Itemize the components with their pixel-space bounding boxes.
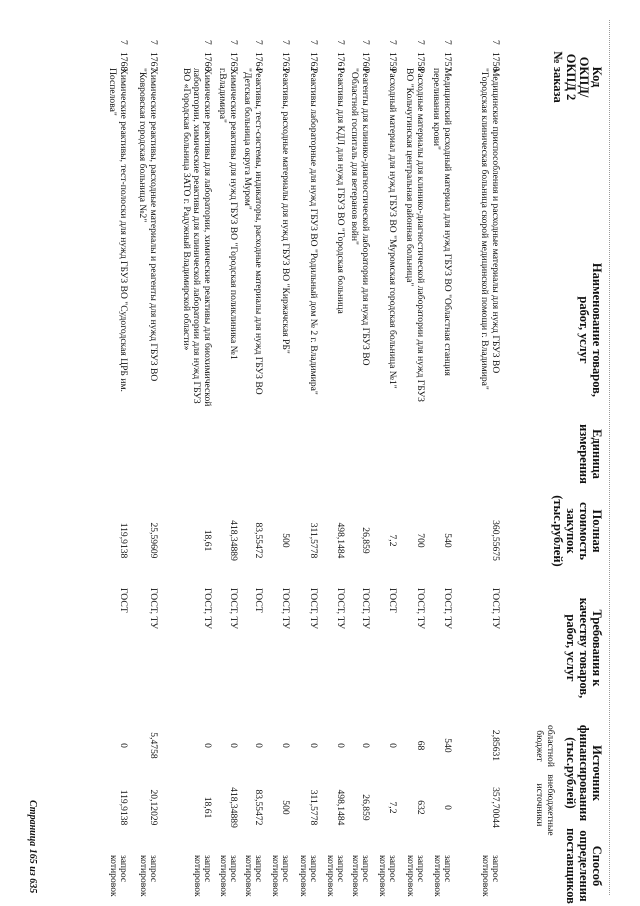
row-item-name: Реактивы, тест-системы, индикаторы, расходные материалы для нужд ГБУЗ ВО "Детская больница округа Муром" [242,68,264,395]
row-order-number: 1761 [335,52,346,72]
row-code: 7 [415,40,426,45]
row-item-name: Реактивы лабораторные для нужд ГБУЗ ВО "Родильный дом № 2 г. Владимира" [308,68,319,395]
row-funding-extra: 18,61 [202,796,213,819]
row-funding-regional: 540 [442,738,453,753]
row-order-number: 1760 [360,52,371,72]
row-method: запрос котировок [298,855,319,897]
row-total-cost: 498,1484 [335,522,346,559]
header-requirements: Требования к качеству товаров, работ, услуг [564,597,604,699]
row-requirements: ГОСТ [253,588,264,613]
header-funding: Источник финансирования (тыс.рублей) [564,724,604,822]
row-funding-extra: 26,859 [360,794,371,821]
row-item-name: Химические реактивы для нужд ГБУЗ ВО "Городская поликлиника №1 г.Владимира" [217,68,239,360]
header-unit: Единица измерения [577,424,604,484]
row-order-number: 1765 [228,52,239,72]
row-requirements: ГОСТ, ТУ [335,588,346,630]
row-method: запрос котировок [243,855,264,897]
header-method: Способ определения поставщиков [564,828,604,904]
row-requirements: ГОСТ, ТУ [360,588,371,630]
row-order-number: 1756 [490,52,501,72]
row-item-name: Реактивы, расходные материалы для нужд ГБУЗ ВО "Киржачская РБ" [280,68,291,354]
row-method: запрос котировок [377,855,398,897]
row-funding-regional: 0 [202,743,213,748]
row-total-cost: 360,55675 [490,520,501,561]
row-total-cost: 83,55472 [253,522,264,559]
row-method: запрос котировок [432,855,453,897]
row-funding-regional: 0 [253,743,264,748]
row-funding-extra: 119,9138 [118,789,129,826]
row-funding-extra: 500 [280,800,291,815]
row-funding-regional: 2,85631 [490,729,501,762]
row-code: 7 [442,40,453,45]
header-funding-extra: внебюджетные источники [534,774,556,836]
row-order-number: 1767 [148,52,159,72]
row-funding-regional: 0 [118,743,129,748]
row-code: 7 [202,40,213,45]
row-total-cost: 700 [415,533,426,548]
row-code: 7 [253,40,264,45]
row-requirements: ГОСТ, ТУ [490,588,501,630]
row-method: запрос котировок [108,855,129,897]
row-requirements: ГОСТ, ТУ [228,588,239,630]
row-order-number: 1768 [118,52,129,72]
row-funding-regional: 0 [387,743,398,748]
row-item-name: Химические реактивы для лаборатории, химические реактивы для биохимической лаборатории, химические реактивы для клинической лаборатории для нужд ГБУЗ ВО «Городская больница ЗАТО г. Радужный Владимирской области» [181,68,213,407]
row-funding-regional: 5,4758 [148,732,159,759]
row-total-cost: 418,34889 [228,520,239,561]
header-cost: Полная стоимость закупок (тыс.рублей) [551,495,604,567]
row-code: 7 [148,40,159,45]
row-requirements: ГОСТ, ТУ [148,588,159,630]
row-total-cost: 119,9138 [118,522,129,559]
row-total-cost: 7,2 [387,534,398,547]
row-method: запрос котировок [480,855,501,897]
row-total-cost: 311,5778 [308,522,319,559]
row-requirements: ГОСТ, ТУ [280,588,291,630]
row-method: запрос котировок [138,855,159,897]
row-funding-regional: 0 [228,743,239,748]
row-method: запрос котировок [350,855,371,897]
row-method: запрос котировок [218,855,239,897]
row-funding-regional: 0 [360,743,371,748]
row-funding-extra: 0 [442,805,453,810]
row-total-cost: 26,859 [360,527,371,554]
row-item-name: Химические реактивы, расходные материалы и реагенты для нужд ГБУЗ ВО "Ковровская городская больница №2" [137,68,159,382]
row-requirements: ГОСТ [387,588,398,613]
row-funding-extra: 7,2 [387,801,398,814]
row-method: запрос котировок [405,855,426,897]
row-method: запрос котировок [270,855,291,897]
row-requirements: ГОСТ, ТУ [202,588,213,630]
row-total-cost: 500 [280,533,291,548]
row-code: 7 [118,40,129,45]
row-funding-regional: 0 [308,743,319,748]
row-code: 7 [228,40,239,45]
page-footer: Страница 165 из 635 [27,800,38,894]
row-method: запрос котировок [325,855,346,897]
row-total-cost: 25,59609 [148,522,159,559]
row-code: 7 [387,40,398,45]
row-code: 7 [280,40,291,45]
row-item-name: Расходные материалы для клинико-диагностической лаборатории для нужд ГБУЗ ВО "Кольчугинская центральная районная больница" [404,68,426,402]
row-funding-extra: 83,55472 [253,789,264,826]
header-funding-regional: областной бюджет [534,724,556,767]
row-item-name: Расходный материал для нужд ГБУЗ ВО "Муромская городская больница №1" [387,68,398,389]
row-funding-extra: 418,34889 [228,787,239,828]
row-funding-extra: 311,5778 [308,789,319,826]
row-total-cost: 540 [442,533,453,548]
row-funding-regional: 0 [335,743,346,748]
row-order-number: 1762 [308,52,319,72]
row-requirements: ГОСТ [118,588,129,613]
row-code: 7 [335,40,346,45]
row-funding-extra: 498,1484 [335,789,346,826]
row-requirements: ГОСТ, ТУ [415,588,426,630]
row-order-number: 1764 [253,52,264,72]
row-code: 7 [490,40,501,45]
row-order-number: 1757 [442,52,453,72]
row-code: 7 [308,40,319,45]
row-total-cost: 18,61 [202,529,213,552]
row-code: 7 [360,40,371,45]
row-funding-extra: 20,12029 [148,789,159,826]
row-item-name: Химические реактивы, тест-полоски для нужд ГБУЗ ВО "Судогодская ЦРБ им. Поспелова" [107,68,129,392]
row-funding-regional: 68 [415,740,426,751]
row-item-name: Медицинские приспособления и расходные материалы для нужд ГБУЗ ВО "Городская клиническая больница скорой медицинской помощи г. Владимира" [479,68,501,390]
row-order-number: 1758 [415,52,426,72]
row-requirements: ГОСТ, ТУ [308,588,319,630]
row-order-number: 1759 [387,52,398,72]
row-method: запрос котировок [192,855,213,897]
row-requirements: ГОСТ, ТУ [442,588,453,630]
header-code: Код ОКПД/ ОКПД 2 № заказа [551,51,604,103]
row-item-name: Реактивы для КДЛ для нужд ГБУЗ ВО "Городская больница [335,68,346,314]
row-order-number: 1766 [202,52,213,72]
row-funding-extra: 357,70044 [490,787,501,828]
top-border [609,20,610,895]
row-item-name: Медицинский расходный материал для нужд ГБУЗ ВО "Областная станция переливания крови" [431,68,453,376]
row-order-number: 1763 [280,52,291,72]
row-item-name: Реагенты для клинико-диагностической лаборатории для нужд ГБУЗ ВО "Областной госпиталь для ветеранов войн" [349,68,371,366]
row-funding-regional: 0 [280,743,291,748]
header-name: Наименование товаров, работ, услуг [577,262,604,398]
row-funding-extra: 632 [415,800,426,815]
